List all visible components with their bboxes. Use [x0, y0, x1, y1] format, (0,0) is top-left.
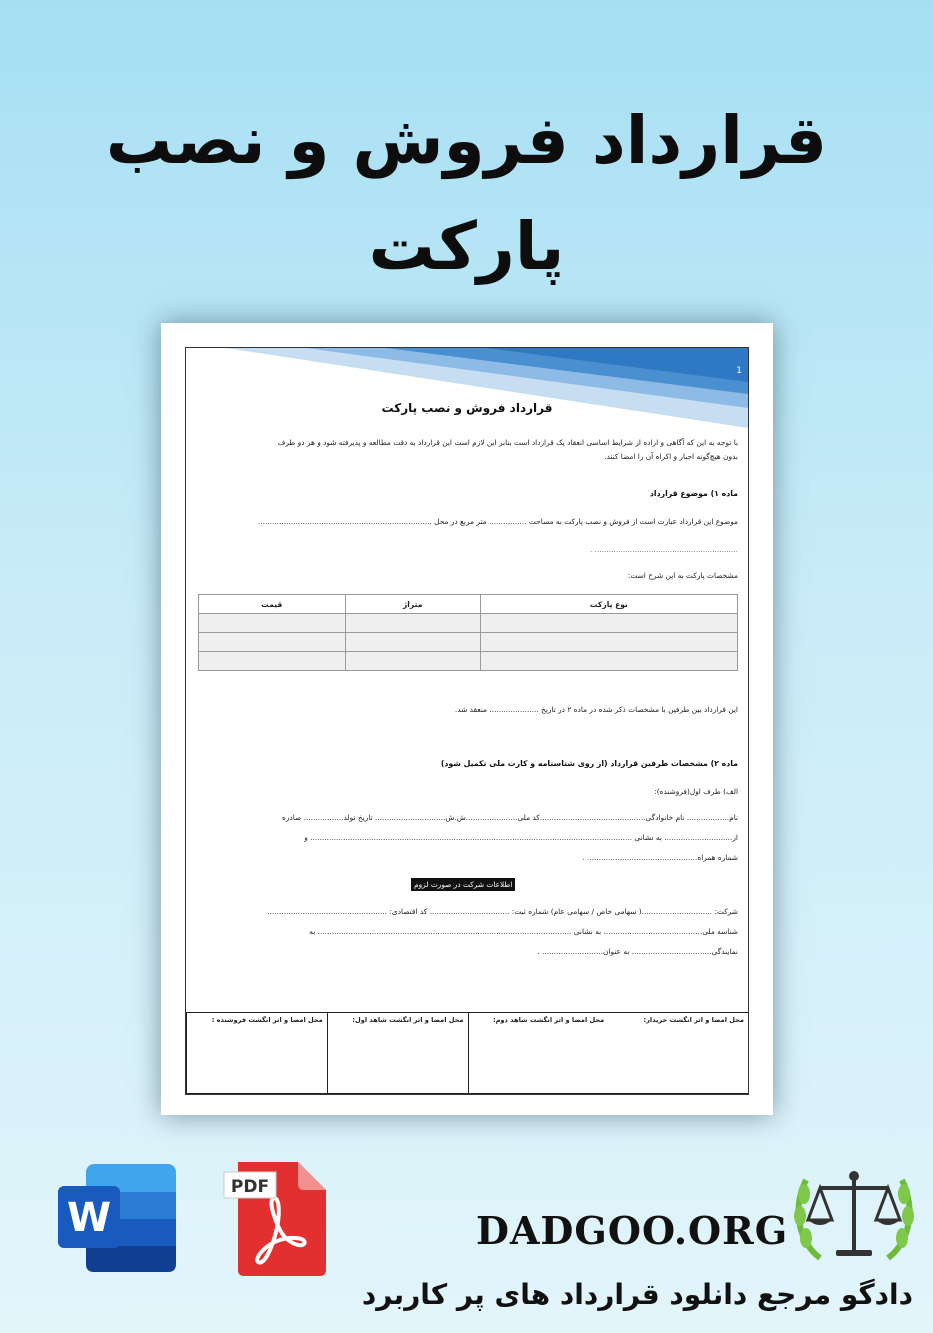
company-info-label: اطلاعات شرکت در صورت لزوم [411, 878, 515, 891]
table-cell [199, 633, 346, 652]
table-cell [345, 614, 480, 633]
article-2-heading: ماده ۲) مشخصات طرفین قرارداد (از روی شناسنامه و کارت ملی تکمیل شود) [440, 759, 738, 768]
justice-scale-logo-icon [790, 1158, 918, 1270]
signature-table-bottom-rule [186, 1092, 748, 1094]
poster-title-line-1: قرارداد فروش و نصب [105, 102, 828, 179]
table-row [199, 652, 738, 671]
party-a-line-3: شماره همراه............................................... . [582, 853, 738, 862]
tagline: دادگو مرجع دانلود قرارداد های پر کاربرد [361, 1278, 913, 1311]
poster-title-line-2: پارکت [368, 208, 565, 285]
document-frame [185, 347, 749, 1095]
party-a-line-1: نام.................. نام خانوادگی.............................................کد ملی......................ش.ش.............................. تاریخ تولد................. صادره [281, 813, 738, 822]
intro-line-1: با توجه به این که آگاهی و اراده از شرایط اساسی انعقاد یک قرارداد است بنابر این لازم است این قرارداد به دقت مطالعه و پذیرفته شود و هر دو طرف [277, 438, 738, 447]
party-a-line-2: از............................. به نشانی ......................................................................................................................................... و [304, 833, 738, 842]
table-row [199, 633, 738, 652]
table-cell [345, 652, 480, 671]
word-letter: W [66, 1195, 112, 1241]
table-header-type: نوع پارکت [480, 595, 737, 614]
party-a-label: الف) طرف اول(فروشنده): [654, 787, 738, 796]
table-cell [199, 652, 346, 671]
intro-line-2: بدون هیچ‌گونه اجبار و اکراه آن را امضا کنند. [604, 452, 738, 461]
signature-seller: محل امضا و اثر انگشت فروشنده : [186, 1013, 327, 1094]
company-line-3: نمایندگی.................................. به عنوان.......................... . [537, 947, 738, 956]
table-header-row [199, 595, 738, 614]
table-cell [480, 652, 737, 671]
signature-witness-2: محل امضا و اثر انگشت شاهد دوم: [468, 1013, 609, 1094]
page-number: 1 [736, 366, 742, 376]
document-preview [161, 323, 773, 1115]
brand-url: DADGOO.ORG [476, 1208, 789, 1253]
table-cell [480, 614, 737, 633]
company-line-2: شناسه ملی.......................................... به نشانی ............................................................................................................ به [309, 927, 738, 936]
signature-table [186, 1012, 748, 1094]
pdf-file-icon [222, 1160, 328, 1278]
signature-witness-1: محل امضا و اثر انگشت شاهد اول: [327, 1013, 468, 1094]
table-row [199, 614, 738, 633]
signature-buyer: محل امضا و اثر انگشت خریدار: [643, 1016, 744, 1024]
table-cell [199, 614, 346, 633]
document-title: قرارداد فروش و نصب پارکت [381, 401, 553, 415]
header-banner-graphic [186, 348, 748, 428]
table-header-area: متراژ [345, 595, 480, 614]
concluded-line: این قرارداد بین طرفین با مشخصات ذکر شده در ماده ۲ در تاریخ ..................... منعقد شد. [454, 705, 738, 714]
word-icon [56, 1162, 178, 1274]
table-cell [480, 633, 737, 652]
article-1-line-2: ............................................................. . [589, 545, 738, 554]
table-header-price: قیمت [199, 595, 346, 614]
company-line-1: شرکت: ..............................( سهامی خاص / سهامی عام) شماره ثبت: .................................. کد اقتصادی: ................................................... [267, 907, 738, 916]
article-1-line-1: موضوع این قرارداد عبارت است از فروش و نصب پارکت به مساحت ................ متر مربع در محل .......................................................................... [257, 517, 738, 526]
article-1-heading: ماده ۱) موضوع قرارداد [649, 489, 738, 498]
parquet-specs-table [198, 594, 738, 671]
specs-intro: مشخصات پارکت به این شرح است: [627, 571, 738, 580]
table-cell [345, 633, 480, 652]
pdf-badge: PDF [230, 1177, 270, 1197]
